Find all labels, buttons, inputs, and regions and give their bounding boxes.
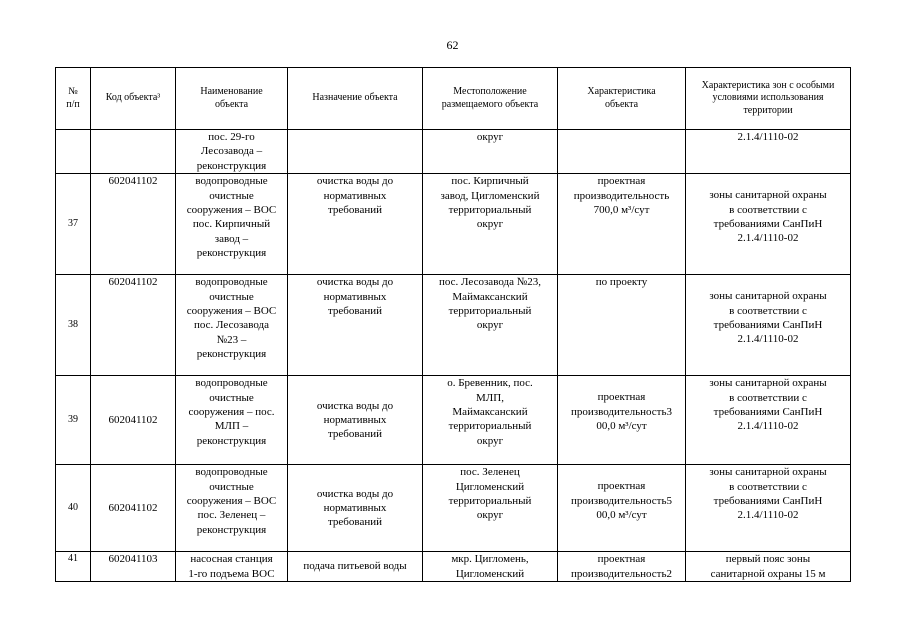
cell-code: 602041103	[91, 552, 176, 582]
header-code: Код объекта³	[91, 68, 176, 130]
header-location: Местоположение размещаемого объекта	[423, 68, 558, 130]
cell-location: округ	[423, 130, 558, 174]
cell-name: водопроводные очистные сооружения – ВОС пос. Кирпичный завод – реконструкция	[176, 174, 288, 275]
cell-location: мкр. Цигломень, Цигломенский	[423, 552, 558, 582]
cell-name: насосная станция 1-го подъема ВОС	[176, 552, 288, 582]
cell-purpose: очистка воды до нормативных требований	[288, 174, 423, 275]
table-row	[56, 174, 851, 275]
cell-zones: зоны санитарной охраны в соответствии с требованиями СанПиН 2.1.4/1110-02	[686, 275, 851, 376]
cell-zones: первый пояс зоны санитарной охраны 15 м	[686, 552, 851, 582]
cell-name: водопроводные очистные сооружения – пос. МЛП – реконструкция	[176, 376, 288, 465]
cell-name: водопроводные очистные сооружения – ВОС пос. Зеленец – реконструкция	[176, 465, 288, 552]
header-name: Наименование объекта	[176, 68, 288, 130]
cell-characteristic: проектная производительность5 00,0 м³/сут	[558, 465, 686, 552]
cell-zones: зоны санитарной охраны в соответствии с требованиями СанПиН 2.1.4/1110-02	[686, 465, 851, 552]
table-row	[56, 465, 851, 552]
cell-zones: зоны санитарной охраны в соответствии с требованиями СанПиН 2.1.4/1110-02	[686, 376, 851, 465]
cell-num	[56, 130, 91, 174]
table-row	[56, 552, 851, 582]
cell-characteristic: проектная производительность 700,0 м³/сут	[558, 174, 686, 275]
cell-purpose	[288, 130, 423, 174]
cell-purpose: подача питьевой воды	[288, 552, 423, 582]
cell-code: 602041102	[91, 376, 176, 465]
table-row	[56, 376, 851, 465]
cell-characteristic: по проекту	[558, 275, 686, 376]
cell-characteristic	[558, 130, 686, 174]
header-purpose: Назначение объекта	[288, 68, 423, 130]
cell-num: 41	[56, 552, 91, 582]
cell-zones: 2.1.4/1110-02	[686, 130, 851, 174]
cell-zones: зоны санитарной охраны в соответствии с требованиями СанПиН 2.1.4/1110-02	[686, 174, 851, 275]
cell-location: о. Бревенник, пос. МЛП, Маймаксанский территориальный округ	[423, 376, 558, 465]
cell-purpose: очистка воды до нормативных требований	[288, 275, 423, 376]
cell-code: 602041102	[91, 465, 176, 552]
cell-code: 602041102	[91, 275, 176, 376]
cell-characteristic: проектная производительность2	[558, 552, 686, 582]
cell-location: пос. Кирпичный завод, Цигломенский территориальный округ	[423, 174, 558, 275]
header-num: № п/п	[56, 68, 91, 130]
cell-code: 602041102	[91, 174, 176, 275]
cell-name: водопроводные очистные сооружения – ВОС пос. Лесозавода №23 – реконструкция	[176, 275, 288, 376]
cell-num: 40	[56, 465, 91, 552]
page-number: 62	[446, 38, 459, 52]
cell-name: пос. 29-го Лесозавода – реконструкция	[176, 130, 288, 174]
cell-characteristic: проектная производительность3 00,0 м³/сут	[558, 376, 686, 465]
objects-table	[55, 67, 851, 582]
header-characteristic: Характеристика объекта	[558, 68, 686, 130]
cell-num: 39	[56, 376, 91, 465]
cell-num: 38	[56, 275, 91, 376]
cell-num: 37	[56, 174, 91, 275]
table-header-row	[56, 68, 851, 130]
cell-purpose: очистка воды до нормативных требований	[288, 465, 423, 552]
cell-location: пос. Зеленец Цигломенский территориальный округ	[423, 465, 558, 552]
cell-code	[91, 130, 176, 174]
cell-purpose: очистка воды до нормативных требований	[288, 376, 423, 465]
cell-location: пос. Лесозавода №23, Маймаксанский территориальный округ	[423, 275, 558, 376]
table-row	[56, 275, 851, 376]
table-row	[56, 130, 851, 174]
header-zones: Характеристика зон с особыми условиями использования территории	[686, 68, 851, 130]
